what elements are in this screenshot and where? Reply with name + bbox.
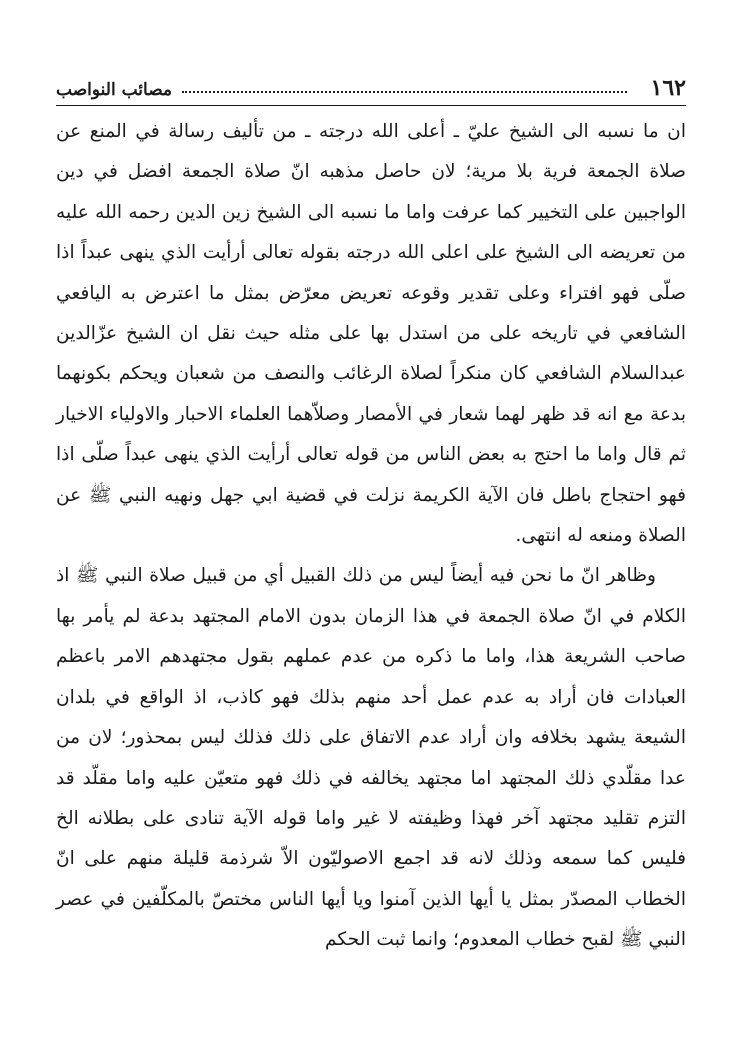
book-page: [56, 72, 686, 1032]
paragraph-2: وظاهر انّ ما نحن فيه أيضاً ليس من ذلك القبيل أي من قبيل صلاة النبي ﷺ اذ الكلام في انّ صلاة الجمعة في هذا الزمان بدون الامام المجتهد بدعة لم يأمر بها صاحب الشريعة هذا، واما ما ذكره من عدم عملهم بقول مجتهدهم الامر باعظم العبادات فان أراد به عدم عمل أحد منهم بذلك فهو كاذب، اذ الواقع في بلدان الشيعة يشهد بخلافه وان أراد عدم الاتفاق على ذلك فذلك ليس بمحذور؛ لان من عدا مقلّدي ذلك المجتهد اما مجتهد يخالفه في ذلك فهو متعيّن عليه واما مقلّد قد التزم تقليد مجتهد آخر فهذا وظيفته لا غير واما قوله الآية تنادى على بطلانه الخ فليس كما سمعه وذلك لانه قد اجمع الاصوليّون الاّ شرذمة قليلة منهم على انّ الخطاب المصدّر بمثل يا أيها الذين آمنوا ويا أيها الناس مختصّ بالمكلّفين في عصر النبي ﷺ لقبح خطاب المعدوم؛ وانما ثبت الحكم: [56, 565, 686, 951]
body-text: [56, 112, 686, 961]
header-leader-dots: [182, 91, 627, 93]
book-title: مصائب النواصب: [56, 80, 173, 100]
page-number: ١٦٢: [650, 75, 686, 101]
paragraph-1: ان ما نسبه الى الشيخ عليّ ـ أعلى الله درجته ـ من تأليف رسالة في المنع عن صلاة الجمعة فرية بلا مرية؛ لان حاصل مذهبه انّ صلاة الجمعة افضل في دين الواجبين على التخيير كما عرفت واما ما نسبه الى الشيخ زين الدين رحمه الله عليه من تعريضه الى الشيخ على اعلى الله درجته بقوله تعالى أرأيت الذي ينهى عبداً اذا صلّى فهو افتراء وعلى تقدير وقوعه تعريض معرّض بمثل ما اعترض به اليافعي الشافعي في تاريخه على من استدل بها على مثله حيث نقل ان الشيخ عزّالدين عبدالسلام الشافعي كان منكراً لصلاة الرغائب والنصف من شعبان ويحكم بكونهما بدعة مع انه قد ظهر لهما شعار في الأمصار وصلاّهما العلماء الاحبار والاولياء الاخيار ثم قال واما ما احتج به بعض الناس من قوله تعالى أرأيت الذي ينهى عبداً صلّى اذا فهو احتجاج باطل فان الآية الكريمة نزلت في قضية ابي جهل ونهيه النبي ﷺ عن الصلاة ومنعه له انتهى.: [56, 121, 686, 547]
running-header: [56, 72, 686, 106]
